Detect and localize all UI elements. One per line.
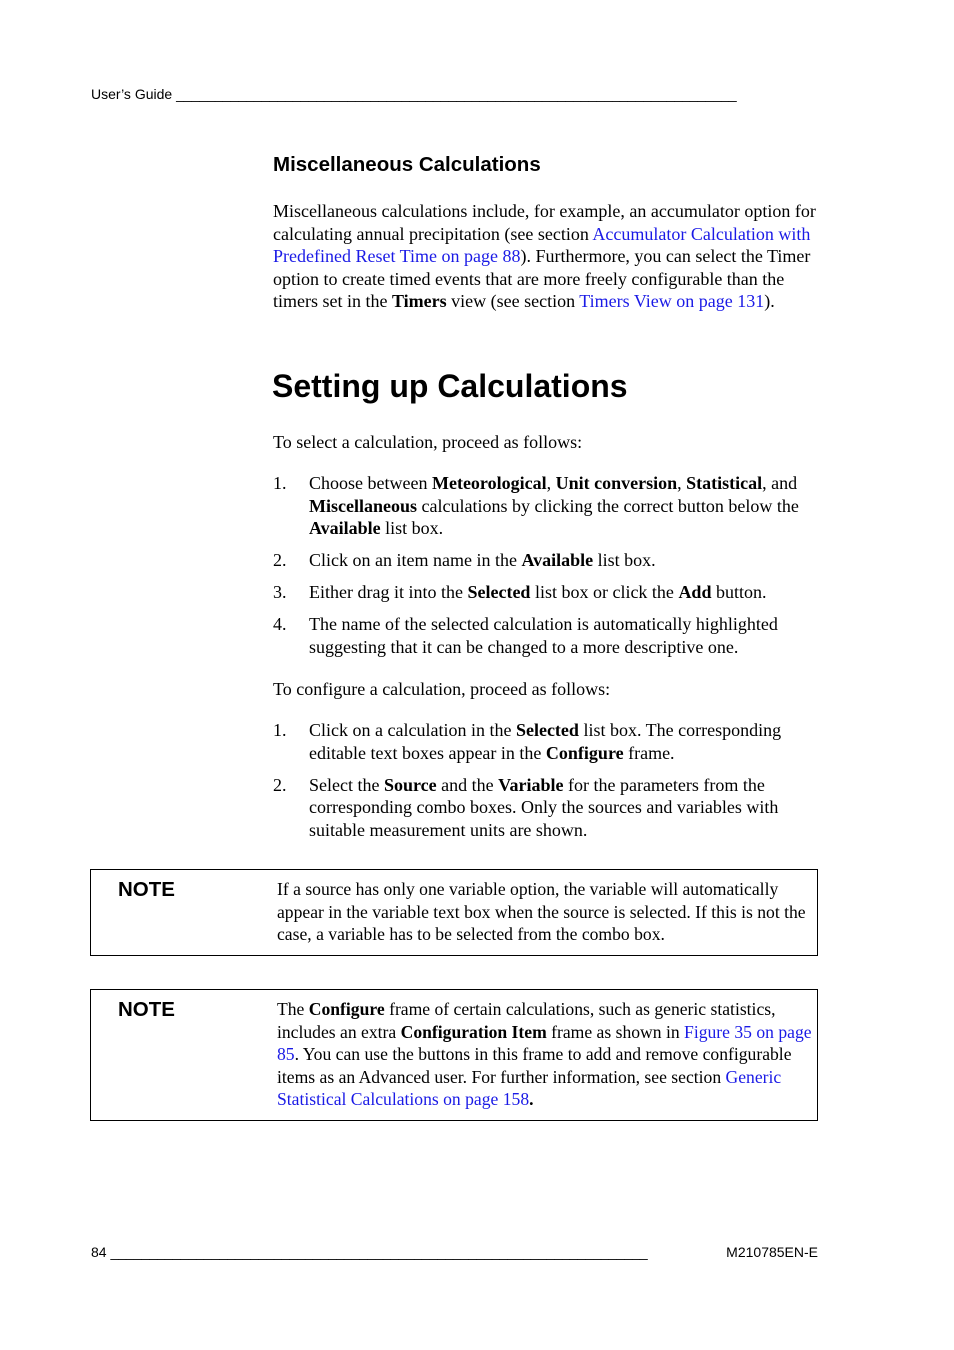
link-figure-35[interactable]: Figure 35 on page 85 [277,1021,812,1064]
bold-run: Meteorological [431,473,547,493]
text-run: ). Furthermore, you can select the Timer option to create timed events that are more freely configurable than the timers set in the [273,246,811,311]
note-box [90,989,818,1121]
step-number: 2. [273,550,287,570]
text-run: Miscellaneous calculations include, for example, an accumulator option for calculating annual precipitation (see section [273,201,816,244]
link-generic-statistical-calculations[interactable]: Generic Statistical Calculations on page 158 [277,1066,782,1109]
text-run: frame of certain calculations, such as generic statistics, includes an extra [277,999,776,1042]
footer-rule: _____________________________________________________________________ [110,1244,648,1260]
text-run: frame as shown in [546,1021,685,1042]
text-run: list box or click the [530,582,679,602]
bold-run: Unit conversion [555,473,678,493]
list-item [273,613,818,658]
intro-configure: To configure a calculation, proceed as follows: [273,679,611,699]
text-run: calculations by clicking the correct button below the [417,495,799,516]
misc-paragraph [273,200,818,313]
text-run: list box. [593,550,656,570]
text-run: Click on a calculation in the [309,720,516,740]
step-number: 1. [273,473,287,493]
list-item [273,774,818,842]
text-run: . You can use the buttons in this frame to add and remove configurable items as an Advanced user. For further information, see section [277,1044,792,1087]
text-run: The name of the selected calculation is automatically highlighted suggesting that it can be changed to a more descriptive one. [309,614,778,657]
page-footer [91,1244,818,1264]
link-accumulator-calculation[interactable]: Accumulator Calculation with Predefined Reset Time on page 88 [273,223,811,266]
bold-run: Available [309,518,381,538]
text-run: button. [711,582,767,602]
bold-run: Available [521,550,594,570]
note-label: NOTE [118,998,175,1021]
page-number: 84 [91,1244,107,1260]
bold-run: Configuration Item [400,1021,547,1042]
bold-run: Selected [467,582,531,602]
text-run: for the parameters from the corresponding combo boxes. Only the sources and variables with suitable measurement units are shown. [309,774,779,840]
intro-select: To select a calculation, proceed as follows: [273,432,583,452]
configure-steps-list [273,719,818,851]
bold-run: Timers [391,291,447,311]
bold-run: Configure [545,742,624,763]
text-run: The [277,999,309,1019]
list-item [273,581,818,604]
text-run: Choose between [309,473,432,493]
text-run: frame. [623,742,675,763]
note-text: If a source has only one variable option, the variable will automatically appear in the variable text box when the source is selected. If this is not the case, a variable has to be selected from the combo box. [277,879,806,944]
section-heading-misc: Miscellaneous Calculations [273,153,541,176]
text-run: , and [762,473,798,493]
page-title: Setting up Calculations [272,368,628,404]
text-run: Select the [309,774,384,795]
bold-run: Statistical [686,473,763,493]
text-run: view (see section [446,291,580,311]
text-run: , [677,473,687,493]
doc-code: M210785EN-E [726,1244,818,1260]
step-number: 2. [273,774,287,795]
step-number: 4. [273,614,287,634]
header-rule: ________________________________________________________________________ [176,86,737,102]
header-title: User’s Guide [91,86,173,102]
bold-run: Source [383,774,437,795]
list-item [273,472,818,540]
text-run: list box. [380,518,444,538]
bold-run: Selected [515,720,579,740]
list-item [273,719,818,764]
note-text [277,998,812,1111]
bold-run: Configure [308,999,385,1019]
text-run: , [546,473,556,493]
step-number: 3. [273,582,287,602]
bold-run: . [529,1089,534,1109]
note-label: NOTE [118,878,175,901]
text-run: ). [764,291,775,311]
step-number: 1. [273,720,287,740]
text-run: list box. The corresponding editable text boxes appear in the [309,720,782,763]
bold-run: Miscellaneous [309,495,417,516]
link-timers-view[interactable]: Timers View on page 131 [579,291,765,311]
text-run: Either drag it into the [309,582,468,602]
select-steps-list [273,472,818,668]
bold-run: Variable [498,774,564,795]
list-item [273,549,818,572]
bold-run: Add [678,582,712,602]
note-box [90,869,818,956]
page-header [91,86,811,106]
text-run: Click on an item name in the [309,550,522,570]
text-run: and the [436,774,499,795]
